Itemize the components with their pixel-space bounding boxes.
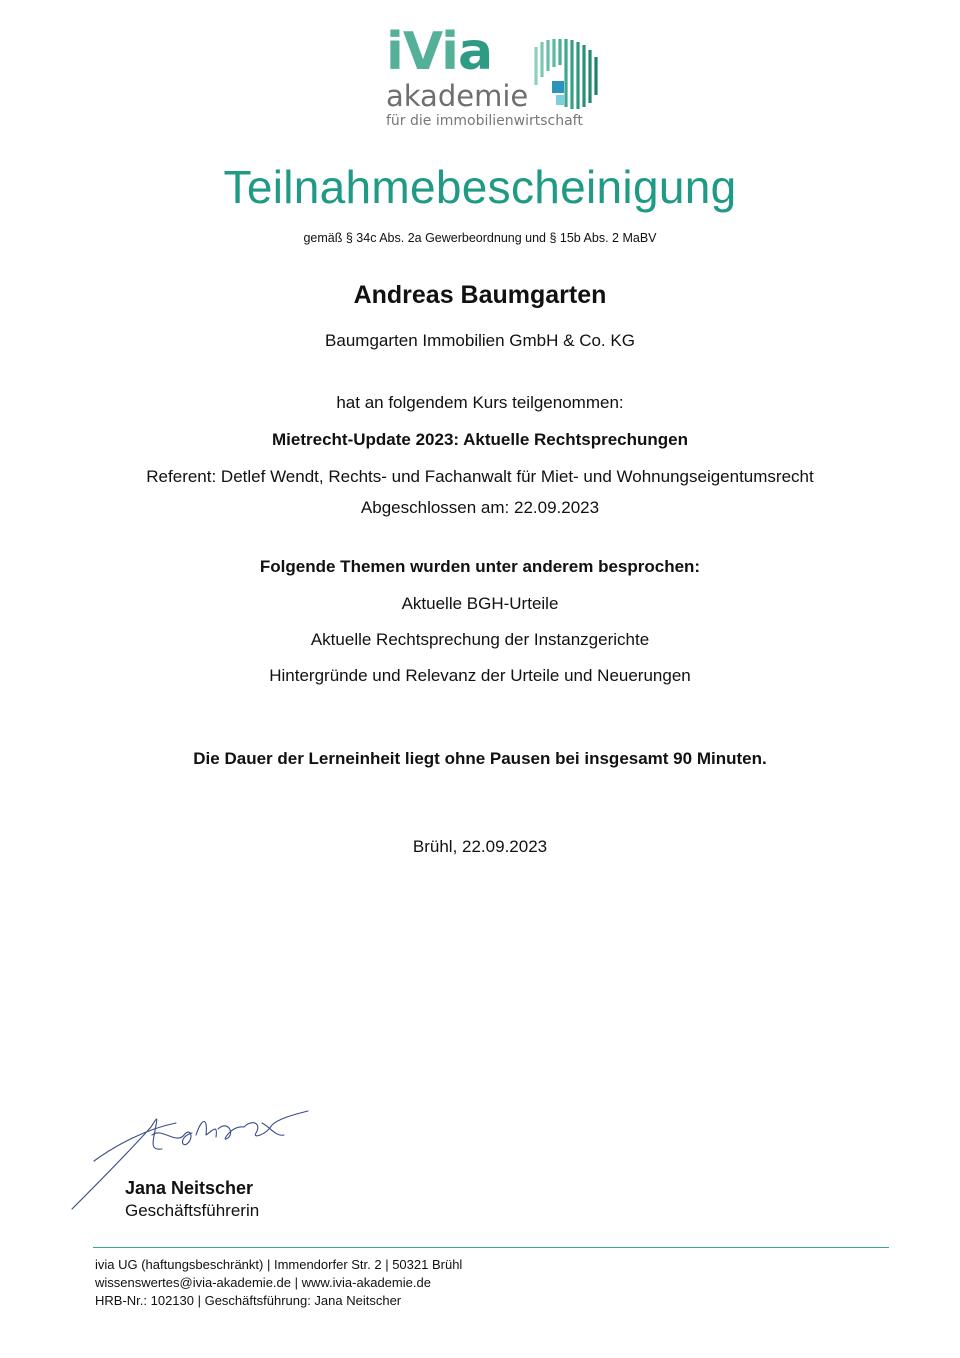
footer-address: ivia UG (haftungsbeschränkt) | Immendorfer Str. 2 | 50321 Brühl: [95, 1257, 463, 1272]
topic-item: Aktuelle Rechtsprechung der Instanzgerichte: [310, 630, 650, 649]
participant-company: Baumgarten Immobilien GmbH & Co. KG: [325, 331, 635, 350]
course-title: Mietrecht-Update 2023: Aktuelle Rechtsprechungen: [272, 430, 688, 449]
topics-heading: Folgende Themen wurden unter anderem besprochen:: [259, 557, 701, 576]
logo-wordmark-part1: iVi: [386, 22, 458, 82]
logo-mark-icon: [528, 37, 604, 113]
footer-divider: [93, 1247, 889, 1248]
intro-text: hat an folgendem Kurs teilgenommen:: [336, 393, 624, 412]
signer-name: Jana Neitscher: [125, 1178, 254, 1198]
signer-role: Geschäftsführerin: [125, 1201, 260, 1220]
certificate-title: Teilnahmebescheinigung: [223, 161, 737, 213]
footer-contact: wissenswertes@ivia-akademie.de | www.ivia-akademie.de: [95, 1275, 431, 1290]
footer-registry: HRB-Nr.: 102130 | Geschäftsführung: Jana Neitscher: [95, 1293, 402, 1308]
completion-date: Abgeschlossen am: 22.09.2023: [360, 498, 600, 517]
legal-basis: gemäß § 34c Abs. 2a Gewerbeordnung und § 15b Abs. 2 MaBV: [303, 231, 657, 245]
logo-tagline: für die immobilienwirtschaft: [386, 113, 583, 129]
logo-wordmark: [386, 22, 493, 82]
topic-item: Hintergründe und Relevanz der Urteile und Neuerungen: [269, 666, 691, 685]
place-date: Brühl, 22.09.2023: [412, 837, 548, 856]
logo-subtitle: akademie: [386, 79, 529, 113]
duration-statement: Die Dauer der Lerneinheit liegt ohne Pausen bei insgesamt 90 Minuten.: [193, 749, 767, 768]
topic-item: Aktuelle BGH-Urteile: [401, 594, 559, 613]
logo-wordmark-part2: a: [457, 22, 493, 82]
participant-name: Andreas Baumgarten: [353, 281, 607, 309]
referent-line: Referent: Detlef Wendt, Rechts- und Fachanwalt für Miet- und Wohnungseigentumsrecht: [146, 467, 814, 486]
ivia-akademie-logo: [386, 22, 616, 134]
